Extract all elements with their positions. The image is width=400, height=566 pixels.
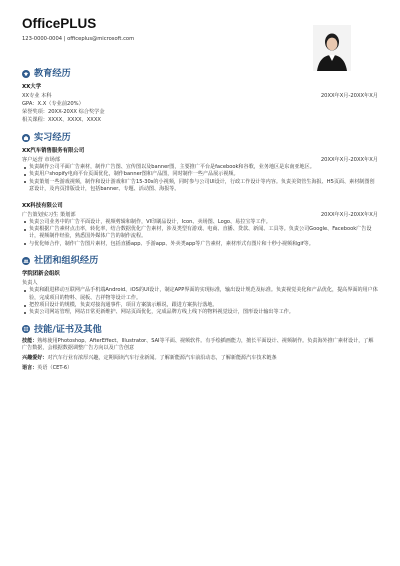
list-item: 负责公司网站管理，网站日常更新维护、网站页面优化，完成品牌方线上线下的物料视觉设计，图形设计输出等工作。	[29, 309, 378, 316]
organization-role: 负责人	[22, 280, 38, 287]
skills-section-title: 技能/证书及其他	[22, 324, 378, 335]
graduation-cap-icon	[22, 70, 30, 78]
list-item: 负责根据广告素材点击率，转化率，结合数据优化广告素材，涉及类型有游戏、电商、直播、贷款、新闻、工具等。负责公司Google、Facebook广告设计，视频制作经验，熟悉国外媒体广告的制作流程。	[29, 226, 378, 241]
contact-line: 123-0000-0004 | officeplus@microsoft.com	[22, 36, 135, 42]
internship-company: XX汽车销售服务有限公司	[22, 148, 85, 154]
avatar-photo	[313, 25, 351, 71]
activities-bullets	[22, 287, 378, 317]
activities-section-title: 社团和组织经历	[22, 255, 378, 266]
courses: 相关课程：XXXX、XXXX、XXXX	[22, 117, 101, 123]
major-degree: XX专业 本科	[22, 93, 52, 99]
internship-dates: 20XX年X月-20XX年X月	[320, 157, 378, 163]
internship-dates: 20XX年X月-20XX年X月	[320, 211, 378, 218]
internship-role: 客户运营 市场部	[22, 157, 60, 163]
list-item: 负责策划一些游戏视频，制作和设计游戏和广告15-30s的小视频，同时参与公司UI设计，行政工作设计等内容。负责美资管生海报、H5页面、素材制图创意设计，及内页排版设计，包括banner、专题、活动图、海报等。	[29, 179, 378, 194]
group-icon	[22, 257, 30, 265]
internship-section-title: 实习经历	[22, 132, 378, 143]
hobbies-line: 兴趣爱好：对汽车行业有浓厚兴趣，定期阅读汽车行业新闻。了解新能源汽车前沿动态，了解新能源汽车技术链条	[22, 355, 277, 362]
list-item: 负责公司业务中的广告平面设计，视频剪辑和制作，VI印刷品设计，Icon、卖场图、Logo、易拉宝等工作。	[29, 219, 378, 226]
organization-name: 学院团新会组织	[22, 271, 60, 278]
internship-bullets	[22, 164, 378, 194]
skills-line: 技能：熟练使用Photoshop、AfterEffect、Illustrator、SAI等平面、视频软件。有手绘插画能力，擅长平面设计、视频制作。负责海外推广素材设计，了解广告数据，会根据数据调整广告方向以及广告创意	[22, 337, 374, 352]
person-photo-icon	[313, 25, 351, 71]
list-item: 与优化师合作，制作广告图片素材，包括直播app、手游app、外卖类app等广告素材，素材形式有图片和十秒小视频和gif等。	[29, 241, 378, 248]
internship-company: XX科技有限公司	[22, 202, 63, 209]
skills-icon	[22, 325, 30, 333]
list-item: 负责用户shopify电商平台页面优化，制作banner图和产品图，同时制作一些产品展示视频。	[29, 171, 378, 178]
education-row	[22, 92, 378, 100]
internship-row	[22, 211, 378, 219]
awards: 荣誉奖项：20XX-20XX 综合奖学金	[22, 109, 105, 115]
list-item: 把控项目设计的规模，负责对接沟通事件，项目方案演示解说，跟进方案执行落地。	[29, 302, 378, 309]
briefcase-icon	[22, 134, 30, 142]
internship-bullets	[22, 219, 378, 249]
education-section-title: 教育经历	[22, 68, 378, 79]
resume-header	[22, 16, 378, 62]
school-name: XX大学	[22, 84, 42, 90]
education-dates: 20XX年X月-20XX年X月	[320, 93, 378, 99]
language-line: 语言：英语（CET-6）	[22, 364, 73, 371]
internship-role: 广告策划实习生 策划部	[22, 211, 76, 218]
list-item: 负责和跟进移动互联网产品手机端Android、iOS的UI设计，制定APP界面的实现标准，输出设计规范及标准。负责视觉美化和产品优化，提高界面的用户体验，完成项目的物料、展板、吉祥物等设计工作。	[29, 287, 378, 301]
candidate-name: OfficePLUS	[22, 16, 97, 31]
list-item: 负责制作公司平面广告素材，制作广告图、宣传图以及banner图，主要推广平台是facebook和谷歌，业务地区是东南亚地区。	[29, 164, 378, 171]
gpa: GPA：X.X（专业前20%）	[22, 101, 84, 107]
internship-row	[22, 156, 378, 164]
